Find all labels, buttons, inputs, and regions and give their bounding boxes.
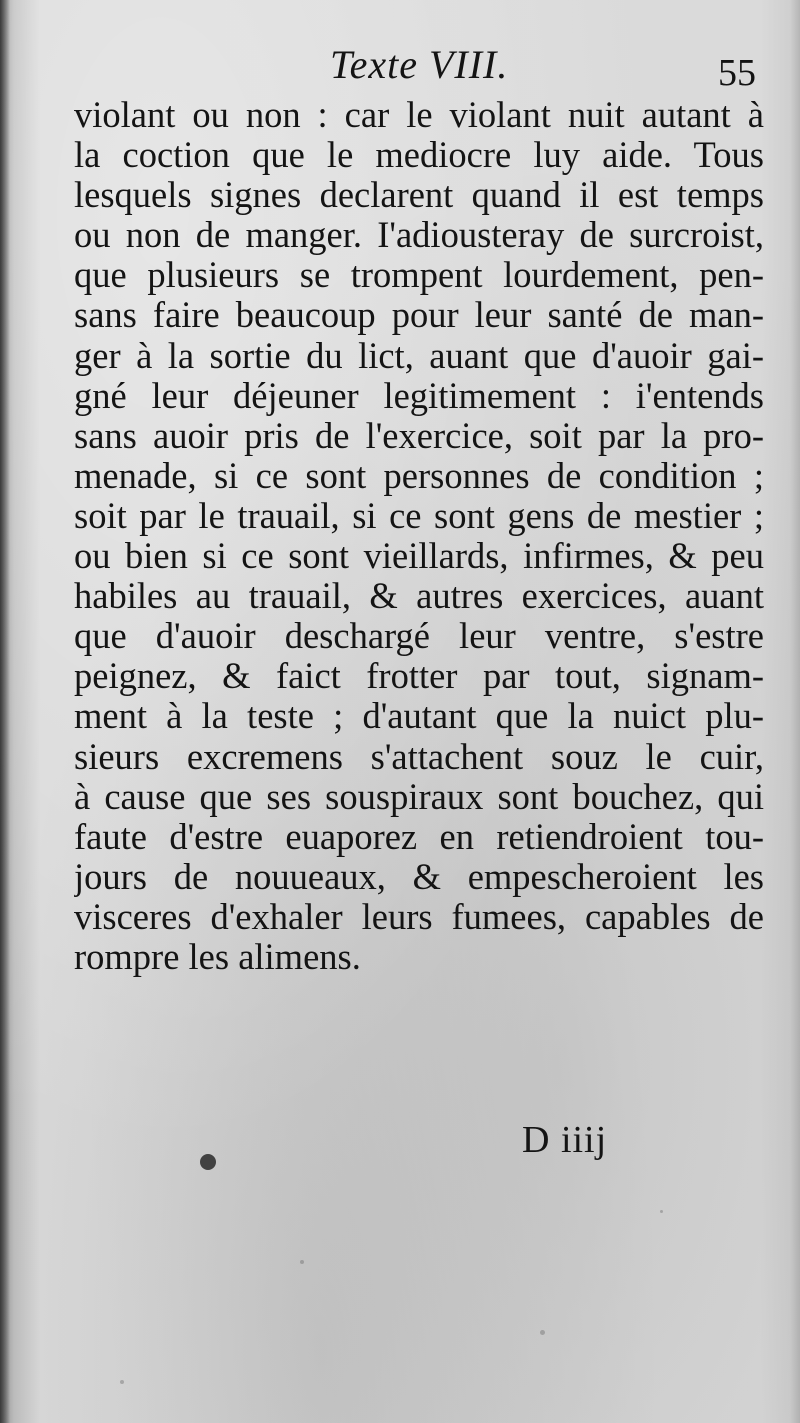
text-line: ger à la sortie du lict, auant que d'auoir gai- — [74, 335, 764, 376]
text-line-last: rompre les alimens. — [74, 936, 361, 977]
signature-mark: D iiij — [522, 1119, 608, 1161]
text-line: peignez, & faict frotter par tout, signam- — [74, 656, 764, 697]
text-line: que plusieurs se trompent lourdement, pen- — [74, 255, 764, 296]
paper-speck — [540, 1330, 545, 1335]
paper-speck — [300, 1260, 304, 1264]
text-line: ou non de manger. I'adiousteray de surcroist, — [74, 215, 764, 256]
text-line: habiles au trauail, & autres exercices, auant — [74, 576, 764, 617]
running-head — [0, 40, 800, 94]
text-line: lesquels signes declarent quand il est temps — [74, 175, 764, 216]
text-line: sieurs excremens s'attachent souz le cuir, — [74, 736, 764, 777]
text-line: sans auoir pris de l'exercice, soit par la pro- — [74, 415, 764, 456]
gutter-shadow — [0, 0, 10, 1423]
text-line: violant ou non : car le violant nuit autant à — [74, 95, 764, 135]
text-line: sans faire beaucoup pour leur santé de man- — [74, 295, 764, 336]
text-line: faute d'estre euaporez en retiendroient tou- — [74, 816, 764, 857]
page-number: 55 — [718, 52, 756, 94]
text-line: soit par le trauail, si ce sont gens de mestier ; — [74, 495, 764, 536]
text-line: ou bien si ce sont vieillards, infirmes, & peu — [74, 536, 764, 577]
text-line: ment à la teste ; d'autant que la nuict plu- — [74, 696, 764, 737]
running-title: Texte VIII. — [330, 42, 509, 87]
text-line: visceres d'exhaler leurs fumees, capables de — [74, 896, 764, 937]
paper-speck — [120, 1380, 124, 1384]
ink-spot — [200, 1154, 216, 1170]
paper-speck — [660, 1210, 663, 1213]
text-line: que d'auoir deschargé leur ventre, s'estre — [74, 616, 764, 657]
text-body — [74, 95, 764, 977]
text-line: gné leur déjeuner legitimement : i'entends — [74, 375, 764, 416]
text-line: menade, si ce sont personnes de condition ; — [74, 455, 764, 496]
text-line: la coction que le mediocre luy aide. Tous — [74, 135, 764, 176]
text-line: jours de nouueaux, & empescheroient les — [74, 856, 764, 897]
text-line: à cause que ses souspiraux sont bouchez, qui — [74, 776, 764, 817]
